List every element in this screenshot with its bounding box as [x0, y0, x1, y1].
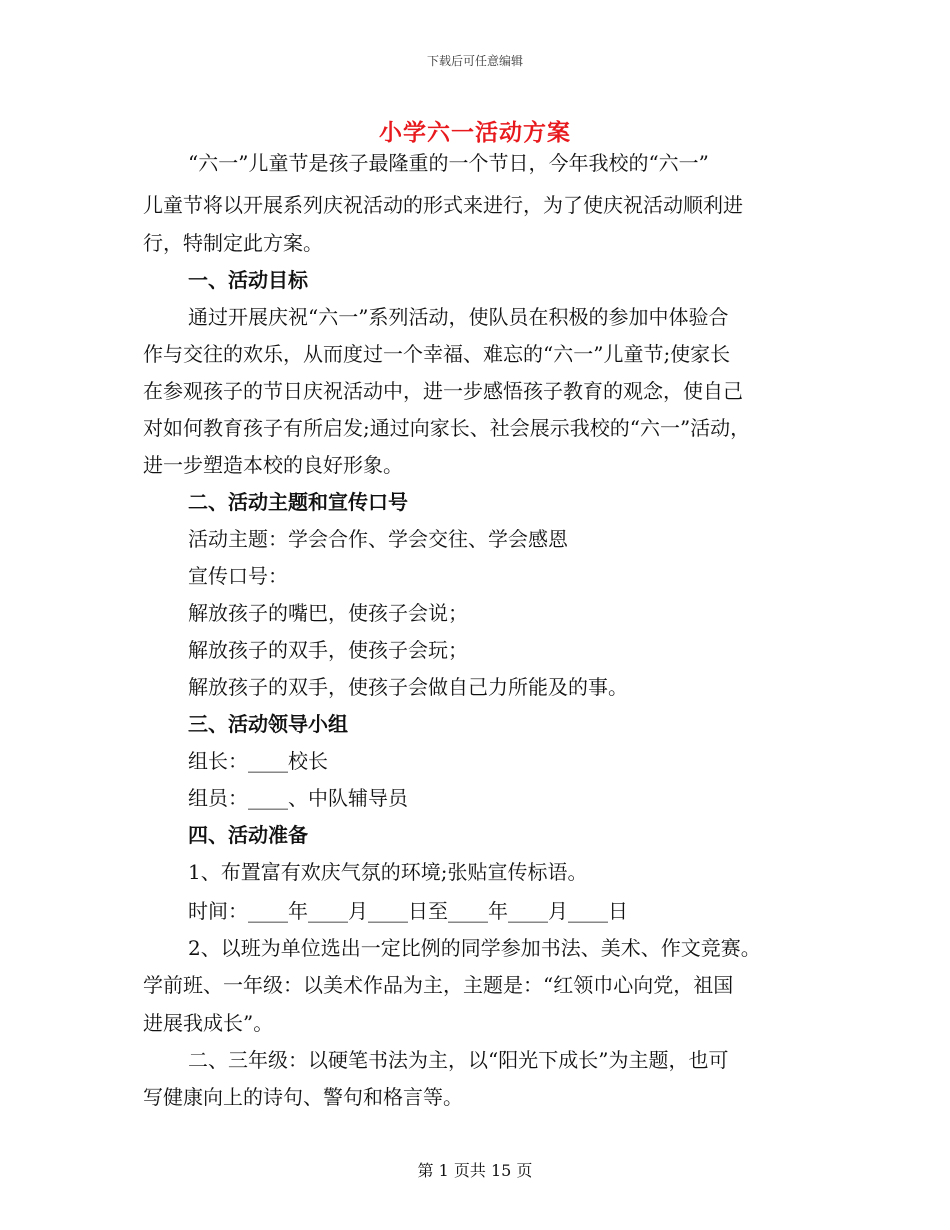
paragraph-line: 进展我成长”。: [143, 1011, 274, 1035]
paragraph-line: 写健康向上的诗句、警句和格言等。: [143, 1085, 463, 1109]
paragraph-line: 组员：____、中队辅导员: [188, 786, 408, 810]
section-heading: 一、活动目标: [188, 268, 308, 292]
paragraph-line: 解放孩子的双手，使孩子会玩；: [188, 638, 468, 662]
paragraph-line: 对如何教育孩子有所启发;通过向家长、社会展示我校的“六一”活动，: [143, 416, 751, 440]
paragraph-line: 时间：____年____月____日至____年____月____日: [188, 899, 628, 923]
paragraph-line: 儿童节将以开展系列庆祝活动的形式来进行，为了使庆祝活动顺利进: [143, 193, 743, 217]
document-title: 小学六一活动方案: [379, 119, 571, 146]
paragraph-line: 作与交往的欢乐，从而度过一个幸福、难忘的“六一”儿童节;使家长: [143, 342, 731, 366]
paragraph-line: 1、布置富有欢庆气氛的环境;张贴宣传标语。: [188, 860, 588, 884]
section-heading: 二、活动主题和宣传口号: [188, 490, 408, 514]
paragraph-line: 学前班、一年级：以美术作品为主，主题是：“红领巾心向党，祖国: [143, 973, 734, 997]
paragraph-line: 宣传口号：: [188, 564, 288, 588]
paragraph-line: 在参观孩子的节日庆祝活动中，进一步感悟孩子教育的观念，使自己: [143, 379, 743, 403]
paragraph-line: 进一步塑造本校的良好形象。: [143, 453, 403, 477]
page-footer: 第 1 页共 15 页: [417, 1161, 533, 1180]
page-header: 下载后可任意编辑: [426, 54, 523, 68]
paragraph-line: 活动主题：学会合作、学会交往、学会感恩: [188, 527, 568, 551]
section-heading: 三、活动领导小组: [188, 712, 348, 736]
paragraph-line: “六一”儿童节是孩子最隆重的一个节日，今年我校的“六一”: [188, 151, 709, 175]
paragraph-line: 2、以班为单位选出一定比例的同学参加书法、美术、作文竞赛。: [188, 936, 761, 960]
paragraph-line: 行，特制定此方案。: [143, 231, 323, 255]
paragraph-line: 解放孩子的嘴巴，使孩子会说；: [188, 601, 468, 625]
paragraph-line: 解放孩子的双手，使孩子会做自己力所能及的事。: [188, 675, 628, 699]
paragraph-line: 二、三年级：以硬笔书法为主，以“阳光下成长”为主题，也可: [188, 1048, 729, 1072]
paragraph-line: 通过开展庆祝“六一”系列活动，使队员在积极的参加中体验合: [188, 305, 729, 329]
section-heading: 四、活动准备: [188, 823, 308, 847]
paragraph-line: 组长：____校长: [188, 749, 328, 773]
